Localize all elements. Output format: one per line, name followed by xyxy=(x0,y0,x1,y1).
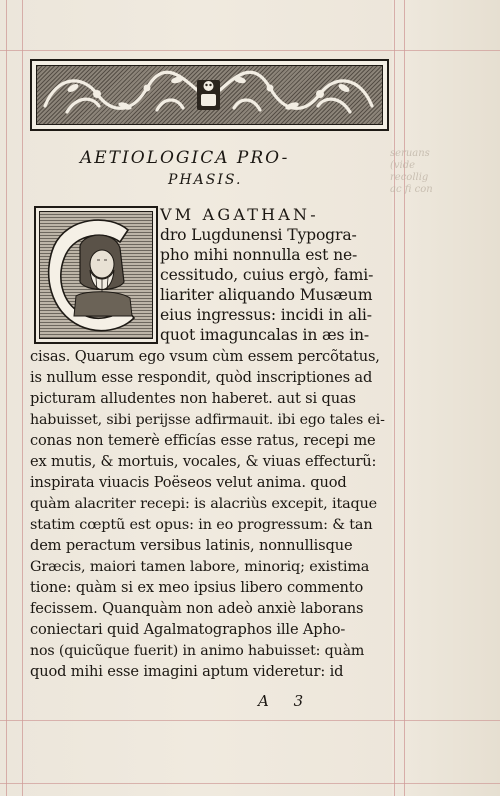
foliage-scroll-ornament-icon xyxy=(37,66,380,122)
body-text-line: tione: quàm si ex meo ipsius libero commento xyxy=(30,579,364,596)
body-text-line: quàm alacriter recepi: is alacriùs excepit, itaque xyxy=(30,496,378,512)
ruled-margin-line xyxy=(6,0,7,796)
body-text-line: nos (quicũque fuerit) in animo habuisset: quàm xyxy=(30,643,365,659)
body-text-line: statim cœptũ est opus: in eo progressum: & tan xyxy=(30,517,373,533)
page-heading-continuation: PHASIS. xyxy=(168,172,243,188)
page-heading: AETIOLOGICA PRO- xyxy=(80,148,290,168)
ornamental-headpiece xyxy=(30,59,389,131)
bleed-through-text: ac fi con xyxy=(390,184,433,195)
body-text-line: is nullum esse respondit, quòd inscriptiones ad xyxy=(30,369,373,386)
body-text-line: dro Lugdunensi Typogra- xyxy=(160,226,357,244)
signature-mark: A 3 xyxy=(258,692,314,710)
ruled-bottom-line xyxy=(0,783,500,784)
bleed-through-text: (vide xyxy=(390,160,416,171)
body-text-line: coniectari quid Agalmatographos ille Apho- xyxy=(30,621,346,638)
historiated-initial-c xyxy=(34,206,158,344)
body-text-line: pho mihi nonnulla est ne- xyxy=(160,246,358,264)
body-text-line: cessitudo, cuius ergò, fami- xyxy=(160,266,374,284)
ruled-margin-line xyxy=(22,0,23,796)
body-text-line: habuisset, sibi perijsse adfirmauit. ibi ego tales ei- xyxy=(30,412,385,428)
ruled-margin-line xyxy=(404,0,405,796)
body-text-line: quot imaguncalas in æs in- xyxy=(160,326,370,344)
facing-page-edge xyxy=(392,0,500,796)
bleed-through-text: seruans xyxy=(390,148,430,159)
body-text-line: liariter aliquando Musæum xyxy=(160,286,373,304)
body-text-line: fecissem. Quanquàm non adeò anxiè laborans xyxy=(30,600,364,617)
ruled-top-line xyxy=(0,50,500,51)
body-text-line: dem peractum versibus latinis, nonnullisque xyxy=(30,537,353,554)
body-text-line: VM AGATHAN- xyxy=(160,205,319,224)
body-text-line: ex mutis, & mortuis, vocales, & viuas effecturũ: xyxy=(30,453,377,470)
body-text-line: inspirata viuacis Poëseos velut anima. quod xyxy=(30,474,347,491)
body-text-line: eius ingressus: incidi in ali- xyxy=(160,306,372,324)
body-text-line: conas non temerè efficías esse ratus, recepi me xyxy=(30,432,376,449)
body-text-line: Græcis, maiori tamen labore, minoriq; existima xyxy=(30,559,370,575)
body-text-line: quod mihi esse imagini aptum videretur: id xyxy=(30,663,344,680)
bleed-through-text: recollig xyxy=(390,172,429,183)
ruled-bottom-line xyxy=(0,720,500,721)
body-text-line: cisas. Quarum ego vsum cùm essem percõtatus, xyxy=(30,348,380,365)
ruled-margin-line xyxy=(394,0,395,796)
body-text-line: picturam alludentes non haberet. aut si quas xyxy=(30,390,356,407)
bearded-figure-initial-icon xyxy=(40,212,150,336)
